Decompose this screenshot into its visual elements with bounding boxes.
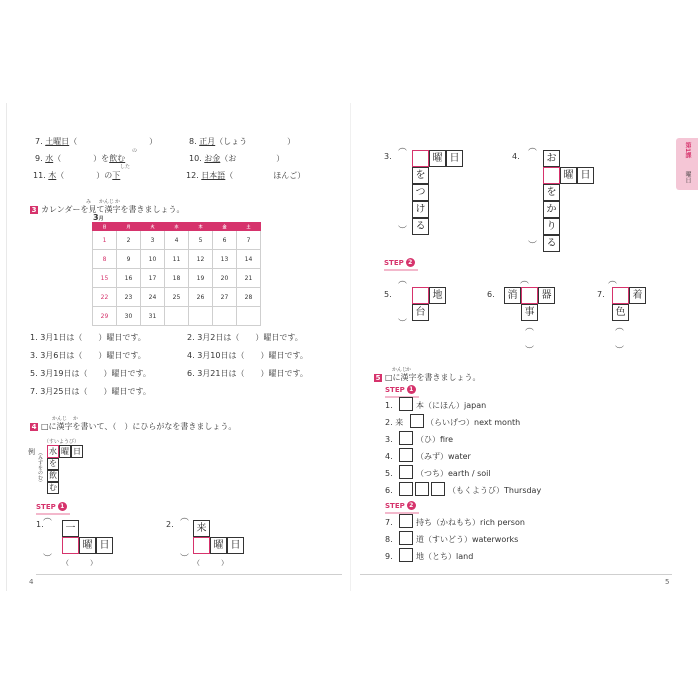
calendar-day: 7 [237, 231, 261, 250]
puzzle-3-cell: け [412, 201, 429, 218]
calendar-question-2: 2. 3月2日は（ ）曜日です。 [187, 333, 303, 342]
puzzle-6-cell: 事 [521, 304, 538, 321]
calendar-day [237, 307, 261, 326]
ruby-kanji-4: かんじ [52, 416, 68, 422]
calendar-question-1: 1. 3月1日は（ ）曜日です。 [30, 333, 146, 342]
puzzle-1-cell: 曜 [79, 537, 96, 554]
vocab-8: 8. [385, 535, 393, 544]
puzzle-7-answer-cell[interactable] [612, 287, 629, 304]
vocab-3: 3. [385, 435, 393, 444]
puzzle-4-cell: る [543, 235, 560, 252]
calendar-question-5: 5. 3月19日は（ ）曜日です。 [30, 369, 151, 378]
book-spine [350, 103, 351, 591]
vocab-2-blank[interactable] [410, 414, 424, 428]
calendar-weekday: 金 [213, 223, 237, 231]
calendar-day: 3 [141, 231, 165, 250]
section-number: 3 [31, 205, 37, 214]
example-label: 例 [28, 448, 35, 456]
calendar-day: 1 [93, 231, 117, 250]
puzzle-7-number: 7. [597, 290, 605, 299]
calendar-day: 25 [165, 288, 189, 307]
puzzle-3-cell: つ [412, 184, 429, 201]
calendar-week [93, 288, 261, 307]
puzzle-4-cell: か [543, 201, 560, 218]
section-5-heading [374, 372, 481, 383]
puzzle-4-paren: ︵ [528, 143, 538, 153]
ruby-kanji: かんじ [99, 199, 115, 205]
item-11: 11. 木（ ）の下 [33, 171, 121, 180]
example-cell: 水 [49, 447, 57, 456]
puzzle-6-paren: ︶ [525, 346, 535, 356]
puzzle-5-answer-cell[interactable] [412, 287, 429, 304]
lesson-number: 第1課 [684, 142, 691, 159]
vocab-4-blank[interactable] [399, 448, 413, 462]
item-7: 7. 土曜日（ ） [35, 137, 158, 146]
puzzle-5-cell: 台 [412, 304, 429, 321]
puzzle-2-paren: ︶ [180, 554, 190, 564]
calendar-day: 8 [93, 250, 117, 269]
calendar-weekday: 火 [141, 223, 165, 231]
vocab-7: 7. [385, 518, 393, 527]
puzzle-4-number: 4. [512, 152, 520, 161]
section-4-heading [30, 421, 236, 432]
calendar-question-7: 7. 3月25日は（ ）曜日です。 [30, 387, 151, 396]
vocab-8-blank[interactable] [399, 531, 413, 545]
calendar-day: 19 [189, 269, 213, 288]
puzzle-1-answer-cell[interactable] [62, 537, 79, 554]
calendar-weekday: 水 [165, 223, 189, 231]
calendar-day: 20 [213, 269, 237, 288]
puzzle-4-cell: 曜 [560, 167, 577, 184]
vocab-4: 4. [385, 452, 393, 461]
vocab-1-text: 本（にほん）japan [416, 401, 487, 410]
puzzle-3-paren: ︵ [398, 143, 408, 153]
puzzle-2-cell: 曜 [210, 537, 227, 554]
vocab-6-blank[interactable] [431, 482, 445, 496]
calendar-day: 18 [165, 269, 189, 288]
vocab-6-blank[interactable] [399, 482, 413, 496]
vocab-6: 6. [385, 486, 393, 495]
vocab-5: 5. [385, 469, 393, 478]
vocab-8-text: 道（すいどう）waterworks [416, 535, 519, 544]
calendar-day [165, 307, 189, 326]
calendar-day: 12 [189, 250, 213, 269]
vocab-9-blank[interactable] [399, 548, 413, 562]
footer-rule [360, 574, 672, 575]
puzzle-3-cell: る [412, 218, 429, 235]
calendar-day: 22 [93, 288, 117, 307]
puzzle-1-given: 一 [62, 520, 79, 537]
ruby-ka: か [115, 199, 121, 205]
page-number-left: 4 [29, 578, 34, 586]
puzzle-4-cell: り [543, 218, 560, 235]
example-cell: 日 [73, 447, 81, 456]
ruby-no: の [132, 148, 138, 154]
puzzle-2-cell: 日 [227, 537, 244, 554]
puzzle-5-paren: ︵ [398, 276, 408, 286]
vocab-5-blank[interactable] [399, 465, 413, 479]
vocab-3-blank[interactable] [399, 431, 413, 445]
puzzle-6-paren: ︵ [525, 323, 535, 333]
calendar-question-4: 4. 3月10日は（ ）曜日です。 [187, 351, 308, 360]
example-cell: を [49, 459, 57, 468]
vocab-2-text: （らいげつ）next month [426, 418, 521, 427]
puzzle-1-number: 1. [36, 520, 44, 529]
vocab-7-text: 持ち（かねもち）rich person [416, 518, 525, 527]
section-instruction: □に漢字を書きましょう。 [385, 373, 481, 382]
calendar-day: 9 [117, 250, 141, 269]
step-1-label-right: STEP 1 [385, 385, 416, 394]
calendar-day: 31 [141, 307, 165, 326]
ruby-ka-5: か [406, 367, 412, 373]
section-number: 5 [375, 373, 381, 382]
puzzle-1-paren: ︵ [43, 513, 53, 523]
puzzle-5-cell: 地 [429, 287, 446, 304]
calendar-day: 11 [165, 250, 189, 269]
calendar-month: 3月 [93, 213, 104, 222]
ruby-ka-4: か [73, 416, 79, 422]
calendar-day: 10 [141, 250, 165, 269]
calendar-day: 14 [237, 250, 261, 269]
step-2-label: STEP 2 [384, 258, 415, 267]
puzzle-3-cell: を [412, 167, 429, 184]
calendar-day: 6 [213, 231, 237, 250]
calendar-day [213, 307, 237, 326]
calendar-day: 29 [93, 307, 117, 326]
puzzle-4-answer-cell[interactable] [543, 167, 560, 184]
vocab-4-text: （みず）water [416, 452, 471, 461]
puzzle-6-number: 6. [487, 290, 495, 299]
puzzle-7-cell: 色 [612, 304, 629, 321]
calendar-day: 27 [213, 288, 237, 307]
vocab-7-blank[interactable] [399, 514, 413, 528]
puzzle-2-paren: ︵ [180, 513, 190, 523]
vocab-2: 2. 来 [385, 418, 404, 427]
calendar-day: 2 [117, 231, 141, 250]
example-cell: 曜 [61, 447, 69, 456]
puzzle-4-cell: 日 [577, 167, 594, 184]
puzzle-4-cell: お [543, 150, 560, 167]
calendar-weekday: 木 [189, 223, 213, 231]
calendar-day: 24 [141, 288, 165, 307]
puzzle-5-number: 5. [384, 290, 392, 299]
calendar-weekday: 土 [237, 223, 261, 231]
section-instruction: □に漢字を書いて、（ ）にひらがなを書きましょう。 [41, 422, 237, 431]
item-12: 12. 日本語（ ほんご） [186, 171, 306, 180]
calendar-day: 5 [189, 231, 213, 250]
puzzle-6-paren: ︵ [520, 276, 530, 286]
calendar-day: 16 [117, 269, 141, 288]
puzzle-4-paren: ︶ [528, 241, 538, 251]
puzzle-2-given: 来 [193, 520, 210, 537]
vocab-6-blank[interactable] [415, 482, 429, 496]
puzzle-2-paren-bottom: （ ） [193, 559, 228, 567]
ruby-shita: した [120, 164, 131, 170]
item-8: 8. 正月（しょう ） [189, 137, 296, 146]
puzzle-6-cell: 器 [538, 287, 555, 304]
puzzle-1-paren: ︶ [43, 554, 53, 564]
calendar-question-6: 6. 3月21日は（ ）曜日です。 [187, 369, 308, 378]
calendar-day: 30 [117, 307, 141, 326]
item-9: 9. 水（ ）を飲む [35, 154, 126, 163]
puzzle-5-paren: ︶ [398, 319, 408, 329]
calendar-question-3: 3. 3月6日は（ ）曜日です。 [30, 351, 146, 360]
puzzle-6-cell: 消 [504, 287, 521, 304]
calendar-day: 4 [165, 231, 189, 250]
puzzle-7-paren: ︵ [615, 323, 625, 333]
puzzle-7-cell: 着 [629, 287, 646, 304]
calendar-table [92, 222, 261, 326]
puzzle-3-answer-cell[interactable] [412, 150, 429, 167]
puzzle-7-paren: ︵ [608, 276, 618, 286]
section-number: 4 [31, 422, 37, 431]
vocab-9-text: 地（とち）land [416, 552, 474, 561]
ruby-kanji-5: かんじ [392, 367, 408, 373]
puzzle-2-answer-cell[interactable] [193, 537, 210, 554]
calendar-day: 21 [237, 269, 261, 288]
lesson-title: 曜日 [684, 171, 691, 183]
example-cell: む [49, 483, 57, 492]
calendar-weekday: 日 [93, 223, 117, 231]
puzzle-2-number: 2. [166, 520, 174, 529]
vocab-1-blank[interactable] [399, 397, 413, 411]
calendar-week [93, 231, 261, 250]
example-cell: 飲 [49, 471, 57, 480]
vocab-5-text: （つち）earth / soil [416, 469, 491, 478]
puzzle-6-answer-cell[interactable] [521, 287, 538, 304]
calendar-day: 13 [213, 250, 237, 269]
ruby-mi: み [86, 199, 92, 205]
step-1-label: STEP 1 [36, 502, 67, 511]
calendar-day: 26 [189, 288, 213, 307]
puzzle-3-paren: ︶ [398, 226, 408, 236]
calendar-week [93, 307, 261, 326]
footer-rule [36, 574, 342, 575]
puzzle-3-number: 3. [384, 152, 392, 161]
calendar-day: 15 [93, 269, 117, 288]
puzzle-3-cell: 曜 [429, 150, 446, 167]
puzzle-1-cell: 日 [96, 537, 113, 554]
example-reading-top: （すいようび） [44, 439, 80, 445]
calendar-day: 17 [141, 269, 165, 288]
puzzle-3-cell: 日 [446, 150, 463, 167]
vocab-1: 1. [385, 401, 393, 410]
example-reading-side: （みずをのむ） [37, 450, 43, 485]
vocab-6-text: （もくようび）Thursday [448, 486, 542, 495]
calendar-weekday: 月 [117, 223, 141, 231]
calendar-day [189, 307, 213, 326]
step-2-label-right: STEP 2 [385, 501, 416, 510]
puzzle-7-paren: ︶ [615, 346, 625, 356]
vocab-9: 9. [385, 552, 393, 561]
calendar-day: 23 [117, 288, 141, 307]
puzzle-1-paren-bottom: （ ） [62, 559, 97, 567]
page-number-right: 5 [665, 578, 670, 586]
calendar-week [93, 269, 261, 288]
section-instruction: カレンダーを見て漢字を書きましょう。 [41, 205, 185, 214]
calendar-day: 28 [237, 288, 261, 307]
calendar-week [93, 250, 261, 269]
vocab-3-text: （ひ）fire [416, 435, 454, 444]
item-10: 10. お金（お ） [189, 154, 285, 163]
puzzle-4-cell: を [543, 184, 560, 201]
section-3-heading [30, 204, 184, 215]
